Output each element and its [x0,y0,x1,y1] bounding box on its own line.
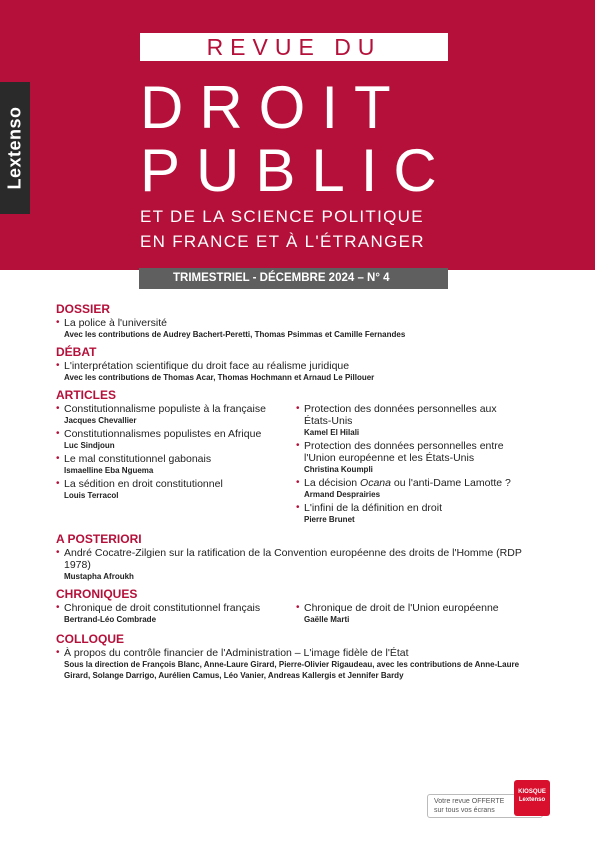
bullet-icon: • [56,647,60,658]
bullet-icon: • [56,478,60,489]
item-author: Christina Koumpli [304,465,373,474]
section-aposteriori [56,532,526,582]
section-title: A POSTERIORI [56,532,142,546]
section-colloque [56,632,526,681]
item-author: Mustapha Afroukh [64,572,134,581]
section-title: DÉBAT [56,345,97,359]
articles-left-column [56,403,296,527]
list-item [56,428,296,440]
list-item [296,440,526,464]
list-item [296,403,526,427]
item-title: Chronique de droit constitutionnel français [64,602,261,614]
bullet-icon: • [56,360,60,371]
publisher-logo: Lextenso [4,106,25,190]
item-author: Sous la direction de François Blanc, Anne-Laure Girard, Pierre-Olivier Rigaudeau, avec les contributions de Anne-Laure Girard, Solange Darrigo, Aurélien Camus, Léo Vanier, Andreas Kallergis et Jennifer Bardy [64,660,520,680]
item-author: Gaëlle Marti [304,615,350,624]
item-author: Ismaelline Eba Nguema [64,466,154,475]
section-title: COLLOQUE [56,632,124,646]
item-title: À propos du contrôle financier de l'Administration – L'image fidèle de l'État [64,647,409,659]
revue-label: REVUE DU [140,33,448,61]
title-text: La décision [304,477,361,489]
promo-line-1: Votre revue OFFERTE [434,798,505,805]
item-title: La police à l'université [64,317,167,329]
item-author: Kamel El Hilali [304,428,360,437]
kiosque-logo-bottom: Lextenso [518,797,546,803]
item-title [304,477,526,489]
section-dossier [56,302,526,340]
item-author: Luc Sindjoun [64,441,115,450]
list-item [56,478,296,490]
articles-right-column [296,403,526,527]
item-title: Constitutionnalisme populiste à la française [64,403,266,415]
table-of-contents [56,302,526,686]
list-item [56,647,526,659]
title-line-1: DROIT [140,74,407,141]
bullet-icon: • [56,547,60,558]
item-title: Constitutionnalismes populistes en Afrique [64,428,262,440]
list-item [56,453,296,465]
bullet-icon: • [296,477,300,488]
chroniques-right-column [296,602,526,627]
list-item [296,502,526,514]
item-author: Armand Desprairies [304,490,381,499]
section-title: ARTICLES [56,388,116,402]
section-debat [56,345,526,383]
item-author: Avec les contributions de Audrey Bachert-Peretti, Thomas Psimmas et Camille Fernandes [64,330,406,339]
item-author: Pierre Brunet [304,515,355,524]
list-item [56,602,296,614]
bullet-icon: • [296,440,300,451]
bullet-icon: • [56,602,60,613]
bullet-icon: • [56,317,60,328]
list-item [56,360,526,372]
list-item [56,547,526,571]
item-title: André Cocatre-Zilgien sur la ratification de la Convention européenne des droits de l'Homme (RDP 1978) [64,547,522,571]
bullet-icon: • [296,403,300,414]
bullet-icon: • [56,428,60,439]
chroniques-left-column [56,602,296,627]
item-author: Louis Terracol [64,491,119,500]
bullet-icon: • [56,403,60,414]
item-title: Le mal constitutionnel gabonais [64,453,212,465]
section-articles [56,388,526,527]
list-item [296,477,526,489]
promo-line-2: sur tous vos écrans [434,806,495,814]
item-title: La sédition en droit constitutionnel [64,478,223,490]
item-title: Protection des données personnelles aux États-Unis [304,403,497,427]
title-line-2: PUBLIC [140,137,453,204]
subtitle-line-1: ET DE LA SCIENCE POLITIQUE [140,207,424,226]
issue-bar: TRIMESTRIEL - DÉCEMBRE 2024 – N° 4 [139,268,448,289]
section-title: DOSSIER [56,302,111,316]
item-title: Chronique de droit de l'Union européenne [304,602,499,614]
item-author: Bertrand-Léo Combrade [64,615,157,624]
kiosque-logo[interactable] [514,780,550,816]
item-title: Protection des données personnelles entre l'Union européenne et les États-Unis [304,440,504,464]
list-item [56,317,526,329]
title-emphasis: Ocana [360,477,391,489]
bullet-icon: • [296,602,300,613]
section-chroniques [56,587,526,627]
item-title: L'infini de la définition en droit [304,502,443,514]
kiosque-logo-top: KIOSQUE [518,789,546,795]
item-author: Jacques Chevallier [64,416,137,425]
item-author: Avec les contributions de Thomas Acar, Thomas Hochmann et Arnaud Le Pillouer [64,373,375,382]
item-title: L'interprétation scientifique du droit face au réalisme juridique [64,360,350,372]
bullet-icon: • [56,453,60,464]
subtitle-line-2: EN FRANCE ET À L'ÉTRANGER [140,232,425,251]
list-item [296,602,526,614]
section-title: CHRONIQUES [56,587,138,601]
title-text: ou l'anti-Dame Lamotte ? [390,477,511,489]
list-item [56,403,296,415]
bullet-icon: • [296,502,300,513]
